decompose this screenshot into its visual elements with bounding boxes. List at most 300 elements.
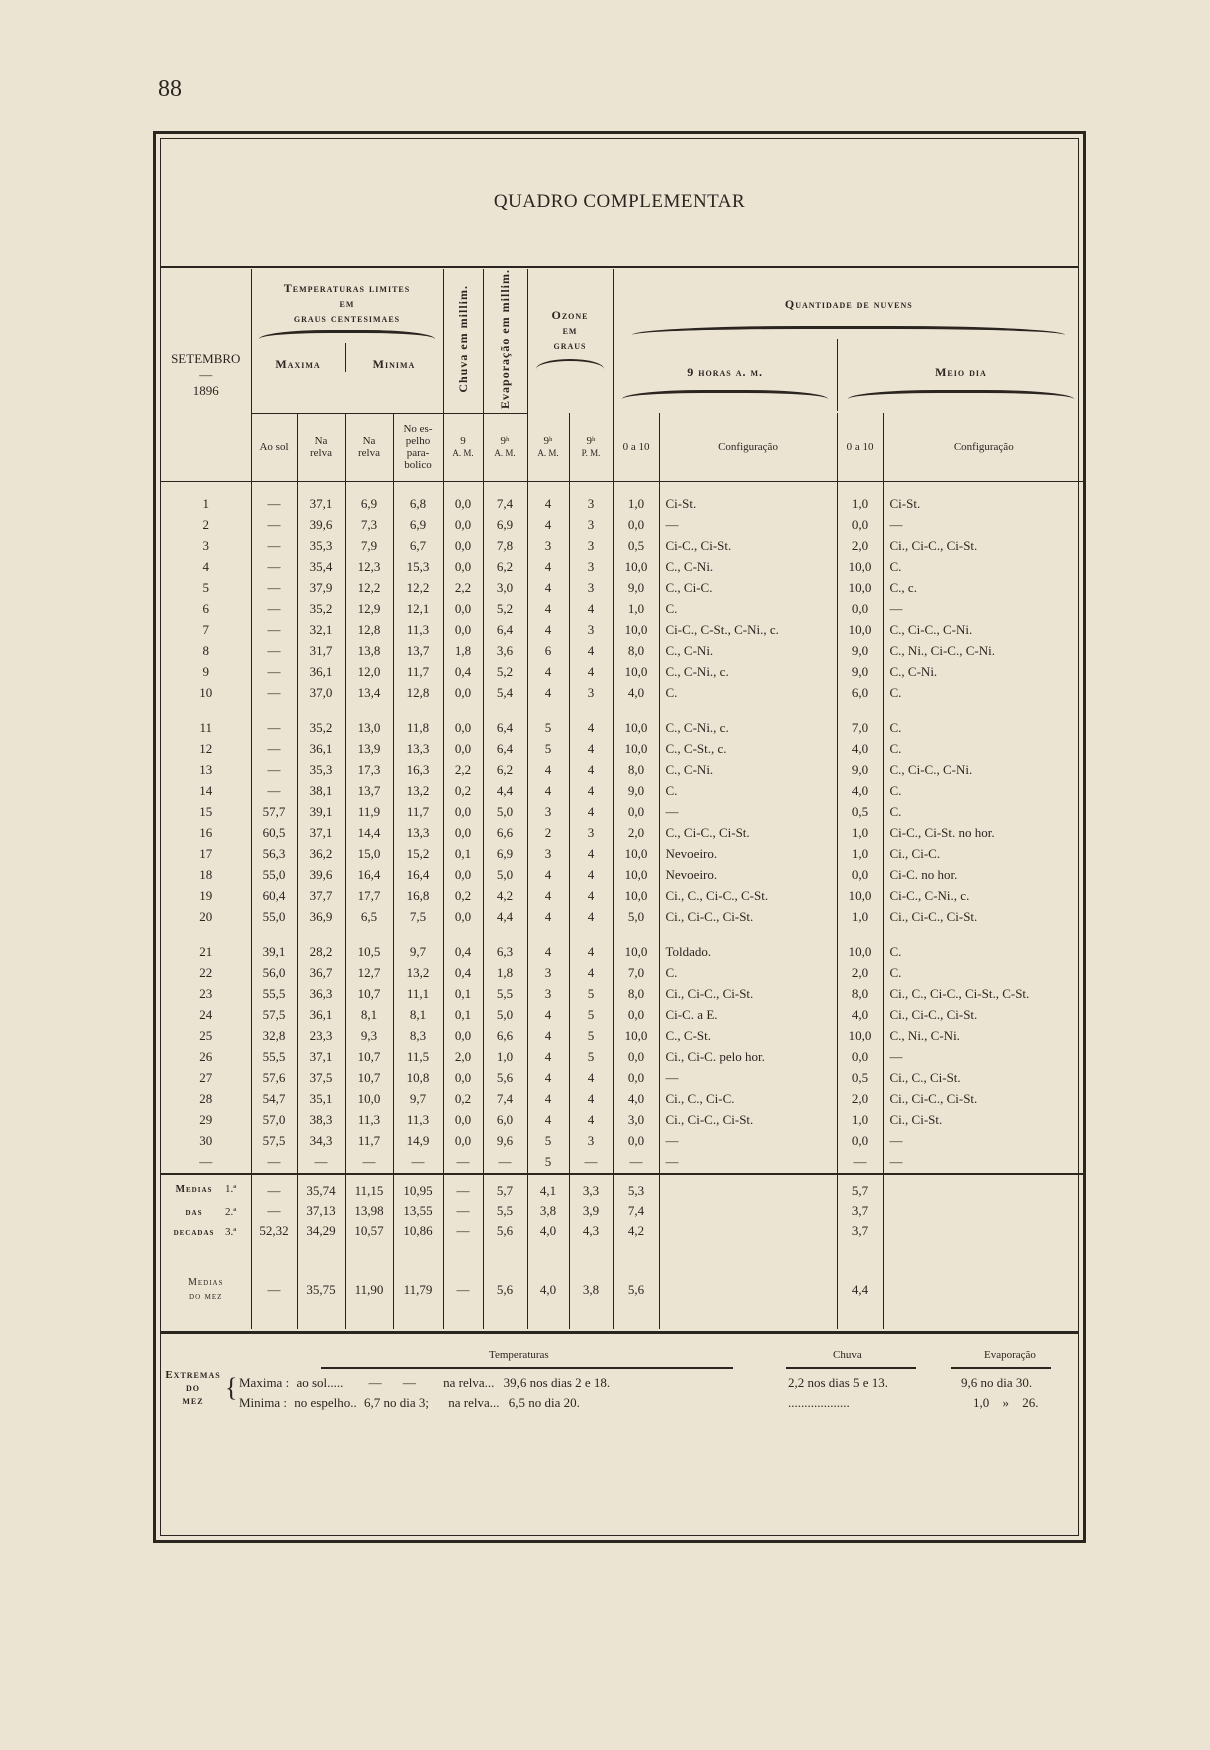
table-cell: 4 — [569, 942, 613, 963]
table-cell: 9,0 — [837, 641, 883, 662]
table-cell: 36,2 — [297, 844, 345, 865]
max-dash1: — — [368, 1375, 382, 1390]
stats-rows — [161, 1174, 1084, 1329]
table-cell: 11,5 — [393, 1047, 443, 1068]
spacer-cell — [483, 928, 527, 942]
table-cell: 3 — [527, 536, 569, 557]
table-cell: 0,4 — [443, 963, 483, 984]
spacer-cell — [569, 704, 613, 718]
table-cell: 39,6 — [297, 865, 345, 886]
table-row — [161, 1047, 1084, 1068]
table-cell: Ci., Ci-C., Ci-St. — [889, 909, 978, 925]
table-cell: — — [569, 1152, 613, 1174]
table-cell: 17,7 — [345, 886, 393, 907]
chuva-footer-header: Chuva — [833, 1349, 862, 1361]
medias-decadas-row — [161, 1201, 1084, 1221]
table-cell: Ci-C. no hor. — [889, 867, 958, 883]
ozone-brace — [536, 359, 604, 369]
table-cell: 13,9 — [345, 739, 393, 760]
table-cell: C., C-St., c. — [659, 739, 837, 760]
stat-cell: 37,13 — [297, 1201, 345, 1221]
spacer-cell — [483, 1309, 527, 1329]
stat-cell: 3,7 — [837, 1201, 883, 1221]
table-cell: 10,0 — [837, 620, 883, 641]
table-cell: 4 — [569, 844, 613, 865]
ozone-am-header — [527, 413, 569, 481]
table-cell: Ci., C., Ci-St. — [889, 1070, 961, 1086]
table-cell: 5 — [527, 718, 569, 739]
table-cell: 2,2 — [443, 578, 483, 599]
table-row — [161, 865, 1084, 886]
table-cell: — — [251, 536, 297, 557]
table-cell: 8,1 — [345, 1005, 393, 1026]
table-cell: 3 — [161, 536, 251, 557]
table-cell: — — [251, 481, 297, 515]
na-relva-max-l1: Na — [314, 435, 328, 448]
nuvens-brace — [632, 326, 1065, 335]
stat-cell: 10,57 — [345, 1221, 393, 1241]
spacer-cell — [569, 928, 613, 942]
table-cell: 11,3 — [393, 620, 443, 641]
spacer-cell — [483, 1241, 527, 1271]
table-cell: 37,1 — [297, 481, 345, 515]
stat-cell: 5,6 — [613, 1271, 659, 1309]
table-frame-inner — [160, 138, 1079, 1536]
table-cell: 55,0 — [251, 865, 297, 886]
table-cell: 5,0 — [483, 802, 527, 823]
temp-group-brace — [259, 330, 435, 339]
table-row — [161, 1005, 1084, 1026]
table-cell: 5 — [527, 1152, 569, 1174]
table-cell: 5 — [569, 1026, 613, 1047]
table-cell: C. — [889, 804, 902, 820]
table-cell: 17,3 — [345, 760, 393, 781]
table-cell: — — [837, 1152, 883, 1174]
table-cell: 11 — [161, 718, 251, 739]
max-label: Maxima : — [239, 1375, 290, 1390]
medias-mez-label — [161, 1271, 251, 1309]
spacer-cell — [837, 1241, 883, 1271]
table-cell: 10,0 — [837, 557, 883, 578]
spacer-cell — [393, 928, 443, 942]
evaporacao-label: Evaporação em millim. — [497, 269, 512, 409]
stat-cell: 11,15 — [345, 1174, 393, 1201]
table-cell: 20 — [161, 907, 251, 928]
chuva-am-label: A. M. — [452, 448, 474, 459]
stat-cell: 7,4 — [613, 1201, 659, 1221]
table-cell: 32,1 — [297, 620, 345, 641]
evap-footer-line — [951, 1367, 1051, 1369]
page-number: 88 — [158, 76, 182, 102]
table-cell: — — [251, 557, 297, 578]
oz-9am-label: 9ʰ — [543, 435, 553, 448]
table-cell: 4 — [569, 781, 613, 802]
extremas-l3: mez — [182, 1395, 204, 1407]
title-divider — [161, 266, 1078, 268]
table-cell: 21 — [161, 942, 251, 963]
table-cell: 11,3 — [345, 1110, 393, 1131]
table-cell: 0,0 — [837, 1047, 883, 1068]
nuvens-md-amount-header — [837, 413, 883, 481]
stat-cell: 5,3 — [613, 1174, 659, 1201]
table-cell: 8,0 — [613, 641, 659, 662]
table-cell: 8,0 — [613, 760, 659, 781]
table-cell: 1,0 — [837, 844, 883, 865]
table-cell: 4 — [161, 557, 251, 578]
table-cell: 3 — [569, 823, 613, 844]
table-cell: 7,5 — [393, 907, 443, 928]
table-cell: 36,1 — [297, 1005, 345, 1026]
table-cell: 9,7 — [393, 942, 443, 963]
table-cell: 1,0 — [837, 1110, 883, 1131]
stat-cell: 4,0 — [527, 1221, 569, 1241]
table-cell: 4 — [527, 760, 569, 781]
table-row — [161, 1131, 1084, 1152]
table-cell: 13,7 — [345, 781, 393, 802]
table-cell: 0,0 — [443, 1026, 483, 1047]
table-title: QUADRO COMPLEMENTAR — [493, 191, 746, 212]
table-cell: 22 — [161, 963, 251, 984]
table-row — [161, 641, 1084, 662]
table-row — [161, 718, 1084, 739]
table-row — [161, 578, 1084, 599]
table-cell: 12 — [161, 739, 251, 760]
min-espelho-val: 6,7 no dia 3; — [364, 1395, 429, 1410]
table-cell: 57,5 — [251, 1005, 297, 1026]
table-cell: 9,0 — [613, 781, 659, 802]
table-row — [161, 1152, 1084, 1174]
table-row — [161, 1068, 1084, 1089]
chuva-9am-header — [443, 413, 483, 481]
table-cell: 2,0 — [613, 823, 659, 844]
table-cell: 7,4 — [483, 1089, 527, 1110]
table-cell: 4 — [527, 662, 569, 683]
table-cell: 57,7 — [251, 802, 297, 823]
table-cell: 0,5 — [837, 802, 883, 823]
table-frame — [153, 131, 1086, 1543]
table-row — [161, 557, 1084, 578]
decada-number: 2.ª — [225, 1205, 237, 1218]
stat-cell: 3,8 — [527, 1201, 569, 1221]
table-cell: Ci-C., Ci-St. — [659, 536, 837, 557]
table-cell: 4 — [569, 718, 613, 739]
table-cell: C. — [659, 683, 837, 704]
min-espelho: no espelho.. — [294, 1395, 357, 1410]
table-cell: 9,3 — [345, 1026, 393, 1047]
zero-a-dez-2: 0 a 10 — [846, 441, 874, 454]
table-cell: — — [889, 601, 903, 617]
chuva-max: 2,2 nos dias 5 e 13. — [788, 1375, 889, 1390]
spacer-cell — [443, 704, 483, 718]
table-cell: 13,3 — [393, 823, 443, 844]
table-cell: 10,0 — [613, 662, 659, 683]
nove-horas-brace — [622, 390, 827, 399]
table-cell: 4 — [527, 578, 569, 599]
temp-group-header — [251, 269, 443, 413]
table-cell: C. — [659, 781, 837, 802]
table-cell: 12,0 — [345, 662, 393, 683]
stat-cell: 5,6 — [483, 1221, 527, 1241]
table-cell: 4 — [527, 683, 569, 704]
table-cell: C. — [889, 965, 902, 981]
table-cell: 13,2 — [393, 781, 443, 802]
table-cell: 39,1 — [251, 942, 297, 963]
medias-decadas-word: decadas — [173, 1226, 215, 1238]
table-cell: 4 — [527, 481, 569, 515]
stat-cell: 4,4 — [837, 1271, 883, 1309]
spacer-cell — [527, 704, 569, 718]
table-cell: 5 — [161, 578, 251, 599]
table-cell: 3 — [569, 515, 613, 536]
medias-decadas-row — [161, 1174, 1084, 1201]
table-cell: 4 — [569, 963, 613, 984]
ozone-graus: graus — [553, 337, 587, 352]
table-cell: 35,3 — [297, 760, 345, 781]
table-cell: C. — [889, 741, 902, 757]
table-cell: 37,1 — [297, 1047, 345, 1068]
table-cell: 5,6 — [483, 1068, 527, 1089]
espelho-header — [393, 413, 443, 481]
stat-cell — [883, 1174, 1084, 1201]
spacer-cell — [443, 928, 483, 942]
table-cell: 10,5 — [345, 942, 393, 963]
table-cell: — — [889, 1133, 903, 1149]
table-cell: 6,0 — [837, 683, 883, 704]
stat-cell: 4,3 — [569, 1221, 613, 1241]
table-cell: 4 — [527, 865, 569, 886]
table-cell: Ci., Ci-C., Ci-St. — [659, 907, 837, 928]
table-cell: 6 — [527, 641, 569, 662]
table-cell: 6,6 — [483, 1026, 527, 1047]
table-cell: — — [659, 515, 837, 536]
table-cell: 8,3 — [393, 1026, 443, 1047]
evap-9am-header — [483, 413, 527, 481]
spacer-cell — [659, 704, 837, 718]
table-cell: 54,7 — [251, 1089, 297, 1110]
table-cell: 6,4 — [483, 718, 527, 739]
meio-dia-brace — [848, 390, 1075, 399]
stats-spacer — [161, 1241, 1084, 1271]
table-cell: 6,4 — [483, 739, 527, 760]
table-cell: 57,5 — [251, 1131, 297, 1152]
table-cell: — — [251, 641, 297, 662]
table-cell: 0,5 — [613, 536, 659, 557]
table-cell: 2 — [527, 823, 569, 844]
stat-cell: — — [251, 1271, 297, 1309]
table-cell: 10,0 — [837, 942, 883, 963]
table-cell: Ci., Ci-C., Ci-St. — [659, 984, 837, 1005]
table-cell: 37,0 — [297, 683, 345, 704]
table-cell: C., Ci-C., C-Ni. — [889, 762, 973, 778]
table-cell: 8,0 — [613, 984, 659, 1005]
table-cell: 3,0 — [613, 1110, 659, 1131]
table-cell: 2,0 — [443, 1047, 483, 1068]
na-relva-min-l1: Na — [362, 435, 376, 448]
table-cell: 15,2 — [393, 844, 443, 865]
table-cell: 13,7 — [393, 641, 443, 662]
table-cell: 4 — [569, 802, 613, 823]
temp-footer-header: Temperaturas — [489, 1349, 549, 1361]
table-row — [161, 1026, 1084, 1047]
stat-cell: 5,7 — [483, 1174, 527, 1201]
table-cell: 1,0 — [837, 907, 883, 928]
spacer-cell — [569, 1309, 613, 1329]
table-cell: 6,8 — [393, 481, 443, 515]
table-cell: 6,5 — [345, 907, 393, 928]
table-cell: 0,0 — [443, 515, 483, 536]
spacer-cell — [251, 1309, 297, 1329]
spacer-cell — [483, 704, 527, 718]
table-cell: 3 — [569, 1131, 613, 1152]
table-cell: 9,0 — [613, 578, 659, 599]
table-cell: 10,0 — [613, 718, 659, 739]
stat-cell: — — [251, 1201, 297, 1221]
table-cell: 4 — [527, 620, 569, 641]
table-cell: 1,0 — [837, 823, 883, 844]
spacer-cell — [393, 1309, 443, 1329]
table-cell: 0,0 — [613, 1005, 659, 1026]
table-cell: 0,0 — [443, 802, 483, 823]
temp-group-line3: graus centesimaes — [293, 311, 401, 325]
stat-cell: 34,29 — [297, 1221, 345, 1241]
spacer-cell — [527, 1309, 569, 1329]
table-cell: — — [443, 1152, 483, 1174]
spacer-cell — [613, 928, 659, 942]
na-relva-min-header — [345, 413, 393, 481]
oz-am-label: A. M. — [537, 448, 559, 459]
table-cell: 16 — [161, 823, 251, 844]
table-cell: 4,0 — [837, 739, 883, 760]
table-cell: 3,0 — [483, 578, 527, 599]
table-cell: 10,0 — [613, 886, 659, 907]
meio-dia-label: Meio dia — [935, 365, 987, 379]
table-cell: 5 — [569, 1005, 613, 1026]
table-cell: 13,0 — [345, 718, 393, 739]
spacer-cell — [527, 928, 569, 942]
table-cell: 14,9 — [393, 1131, 443, 1152]
table-cell: 0,2 — [443, 1089, 483, 1110]
table-cell: 12,2 — [393, 578, 443, 599]
table-row — [161, 739, 1084, 760]
table-cell: 13 — [161, 760, 251, 781]
table-cell: Nevoeiro. — [659, 844, 837, 865]
table-cell: — — [297, 1152, 345, 1174]
table-cell: C., C-Ni. — [659, 641, 837, 662]
stat-cell: 3,9 — [569, 1201, 613, 1221]
spacer-cell — [613, 1241, 659, 1271]
table-cell: — — [251, 599, 297, 620]
table-cell: Ci., Ci-C. — [889, 846, 941, 862]
decade-spacer — [161, 928, 1084, 942]
spacer-cell — [443, 1309, 483, 1329]
table-row — [161, 942, 1084, 963]
stat-cell: — — [251, 1174, 297, 1201]
table-cell: 0,0 — [837, 515, 883, 536]
temp-group-line2: em — [339, 296, 355, 310]
table-cell: 16,3 — [393, 760, 443, 781]
stat-cell: 13,98 — [345, 1201, 393, 1221]
table-cell: 6,9 — [483, 515, 527, 536]
table-cell: C. — [889, 720, 902, 736]
espelho-l3: para- — [406, 447, 430, 460]
oz-9pm-label: 9ʰ — [586, 435, 596, 448]
table-cell: 35,4 — [297, 557, 345, 578]
spacer-cell — [345, 704, 393, 718]
table-cell: 36,3 — [297, 984, 345, 1005]
table-cell: 31,7 — [297, 641, 345, 662]
table-cell: 6 — [161, 599, 251, 620]
table-cell: 36,7 — [297, 963, 345, 984]
table-cell: — — [251, 760, 297, 781]
min-relva-val: 6,5 no dia 20. — [508, 1395, 580, 1410]
table-cell: 3 — [527, 963, 569, 984]
evap-min-ditto: » — [1002, 1395, 1009, 1410]
table-cell: 5,0 — [483, 865, 527, 886]
table-cell: — — [659, 802, 837, 823]
extremas-brace: { — [225, 1373, 238, 1402]
spacer-cell — [161, 704, 251, 718]
table-cell: 0,0 — [443, 739, 483, 760]
table-cell: 57,6 — [251, 1068, 297, 1089]
table-row — [161, 844, 1084, 865]
spacer-cell — [345, 928, 393, 942]
chuva-footer-line — [786, 1367, 916, 1369]
spacer-cell — [345, 1309, 393, 1329]
stat-cell — [883, 1221, 1084, 1241]
stat-cell — [883, 1271, 1084, 1309]
medias-mez-row — [161, 1271, 1084, 1309]
table-cell: — — [251, 662, 297, 683]
stat-cell: — — [443, 1271, 483, 1309]
table-cell: 4 — [569, 662, 613, 683]
table-cell: 37,1 — [297, 823, 345, 844]
table-cell: 0,1 — [443, 1005, 483, 1026]
medias-decadas-label-cell — [161, 1201, 251, 1221]
table-cell: 10,0 — [613, 1026, 659, 1047]
table-cell: 8,0 — [837, 984, 883, 1005]
table-cell: — — [251, 718, 297, 739]
table-cell: 1,0 — [483, 1047, 527, 1068]
table-cell: 0,0 — [837, 1131, 883, 1152]
table-cell: 10 — [161, 683, 251, 704]
table-cell: 5,0 — [613, 907, 659, 928]
table-row — [161, 984, 1084, 1005]
table-cell: 6,9 — [483, 844, 527, 865]
evap-max: 9,6 no dia 30. — [961, 1375, 1033, 1390]
temp-footer-line — [321, 1367, 733, 1369]
stat-cell: 3,3 — [569, 1174, 613, 1201]
medias-decadas-word: das — [185, 1206, 203, 1218]
table-cell: 10,0 — [837, 578, 883, 599]
table-cell: 1,8 — [443, 641, 483, 662]
table-cell: C. — [889, 685, 902, 701]
table-cell: 0,2 — [443, 781, 483, 802]
max-row — [239, 1375, 610, 1391]
evap-footer-header: Evaporação — [984, 1349, 1036, 1361]
table-row — [161, 536, 1084, 557]
table-cell: 4 — [569, 599, 613, 620]
table-cell: 4 — [527, 781, 569, 802]
extremas-l2: do — [186, 1382, 200, 1394]
nove-horas-col — [614, 339, 838, 411]
spacer-cell — [883, 704, 1084, 718]
table-cell: 16,4 — [345, 865, 393, 886]
stat-cell: 10,95 — [393, 1174, 443, 1201]
table-cell: 2,0 — [837, 963, 883, 984]
table-cell: — — [613, 1152, 659, 1174]
spacer-cell — [659, 928, 837, 942]
table-cell: C., Ci-C. — [659, 578, 837, 599]
